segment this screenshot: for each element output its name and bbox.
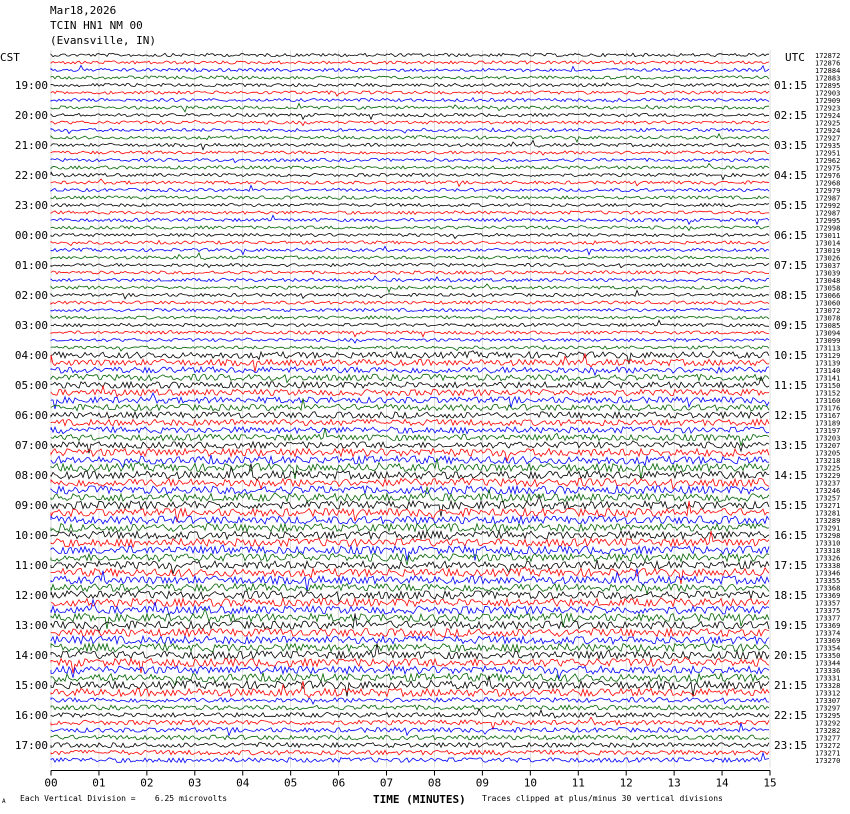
utc-hour-label: 04:15 (774, 169, 808, 182)
trace-value-label: 173094 (815, 329, 841, 338)
cst-hour-label: 09:00 (14, 499, 48, 512)
seismic-trace (51, 61, 769, 64)
trace-value-label: 173369 (815, 622, 841, 630)
trace-value-label: 173011 (815, 232, 841, 240)
seismic-trace (51, 316, 769, 319)
seismic-trace (51, 76, 769, 80)
trace-value-label: 173207 (815, 442, 841, 450)
utc-hour-label: 11:15 (774, 379, 808, 392)
x-tick-label: 14 (715, 776, 729, 790)
x-tick-label: 12 (619, 776, 633, 790)
seismic-trace (51, 743, 769, 748)
trace-value-label: 172976 (815, 172, 841, 180)
x-tick-label: 15 (763, 776, 777, 790)
seismic-trace (51, 330, 769, 336)
seismic-trace (51, 698, 769, 704)
seismic-trace (51, 83, 769, 87)
utc-hour-label: 23:15 (774, 739, 808, 752)
trace-value-label: 173129 (815, 352, 841, 360)
seismic-trace (51, 301, 769, 304)
trace-value-label: 173039 (815, 269, 841, 278)
trace-value-label: 172992 (815, 202, 841, 210)
right-trace-values (815, 52, 840, 765)
seismic-trace (51, 750, 769, 755)
seismic-trace (51, 53, 769, 56)
seismic-trace (51, 735, 769, 740)
x-tick-label: 05 (284, 776, 298, 790)
trace-value-label: 173205 (815, 449, 841, 458)
seismic-trace (51, 134, 769, 142)
trace-value-label: 172924 (815, 127, 841, 135)
seismic-trace (51, 636, 769, 644)
trace-value-label: 173218 (815, 457, 841, 465)
trace-value-label: 173282 (815, 727, 841, 735)
seismic-trace (51, 516, 769, 524)
seismic-trace (51, 455, 769, 468)
seismic-trace (51, 479, 769, 489)
seismic-trace (51, 103, 769, 111)
trace-value-label: 173328 (815, 682, 841, 690)
seismic-trace (51, 709, 769, 718)
seismic-trace (51, 271, 769, 274)
seismic-trace (51, 246, 769, 254)
trace-value-label: 173336 (815, 667, 841, 675)
trace-group (51, 53, 769, 763)
trace-value-label: 173019 (815, 247, 841, 255)
trace-value-label: 173152 (815, 389, 841, 398)
corner-mark: A (2, 798, 6, 805)
seismic-trace (51, 377, 769, 388)
x-tick-label: 10 (523, 776, 537, 790)
trace-value-label: 172987 (815, 194, 841, 203)
trace-value-label: 173078 (815, 314, 841, 323)
utc-hour-label: 03:15 (774, 139, 808, 152)
utc-hour-label: 22:15 (774, 709, 808, 722)
seismic-trace (51, 374, 769, 382)
trace-value-label: 173072 (815, 307, 841, 315)
utc-hour-label: 08:15 (774, 289, 808, 302)
trace-value-label: 173229 (815, 472, 841, 480)
utc-hour-label: 10:15 (774, 349, 808, 362)
trace-value-label: 173246 (815, 487, 841, 495)
trace-value-label: 173139 (815, 359, 841, 368)
trace-value-label: 173331 (815, 674, 841, 683)
trace-value-label: 172962 (815, 157, 841, 165)
cst-hour-label: 12:00 (14, 589, 48, 602)
trace-value-label: 173375 (815, 607, 841, 615)
right-hour-labels (774, 79, 807, 752)
seismic-trace (51, 233, 769, 238)
trace-value-label: 173203 (815, 434, 841, 443)
trace-value-label: 173271 (815, 502, 841, 510)
seismic-trace (51, 163, 769, 169)
seismic-trace (51, 338, 769, 343)
cst-hour-label: 08:00 (14, 469, 48, 482)
seismic-trace (51, 386, 769, 397)
trace-value-label: 172909 (815, 97, 841, 105)
seismic-trace (51, 723, 769, 736)
seismic-trace (51, 412, 769, 419)
trace-value-label: 173350 (815, 652, 841, 660)
x-tick-label: 09 (475, 776, 490, 790)
cst-hour-label: 05:00 (14, 379, 48, 392)
trace-value-label: 173338 (815, 562, 841, 570)
seismic-trace (51, 486, 769, 494)
seismic-trace (51, 179, 769, 186)
cst-hour-label: 03:00 (14, 319, 48, 332)
seismic-trace (51, 717, 769, 729)
cst-hour-label: 14:00 (14, 649, 48, 662)
cst-hour-label: 17:00 (14, 739, 48, 752)
trace-value-label: 172895 (815, 82, 841, 90)
utc-hour-label: 05:15 (774, 199, 808, 212)
x-axis-title: TIME (MINUTES) (373, 793, 466, 806)
trace-value-label: 173176 (815, 404, 841, 413)
trace-value-label: 173326 (815, 554, 841, 563)
trace-value-label: 173197 (815, 427, 841, 435)
trace-value-label: 173141 (815, 374, 841, 383)
trace-value-label: 173312 (815, 689, 841, 698)
seismic-trace (51, 276, 769, 282)
utc-hour-label: 02:15 (774, 109, 808, 122)
utc-hour-label: 14:15 (774, 469, 808, 482)
trace-value-label: 173346 (815, 569, 841, 578)
seismic-trace (51, 91, 769, 96)
trace-value-label: 172925 (815, 119, 841, 128)
trace-value-label: 173344 (815, 659, 841, 668)
trace-value-label: 173318 (815, 547, 841, 555)
trace-value-label: 172968 (815, 179, 841, 188)
seismic-trace (51, 419, 769, 425)
seismic-trace (51, 367, 769, 375)
seismic-trace (51, 644, 769, 653)
trace-value-label: 173355 (815, 577, 841, 585)
trace-value-label: 173374 (815, 629, 841, 638)
station-code: TCIN HN1 NM 00 (50, 19, 143, 32)
cst-hour-label: 22:00 (14, 169, 48, 182)
trace-value-label: 172884 (815, 67, 841, 75)
station-location: (Evansville, IN) (50, 34, 156, 47)
seismic-trace (51, 464, 769, 481)
seismic-trace (51, 253, 769, 260)
seismic-trace (51, 158, 769, 162)
seismic-trace (51, 308, 769, 311)
trace-value-label: 173354 (815, 644, 841, 653)
trace-value-label: 173357 (815, 599, 841, 608)
trace-value-label: 173298 (815, 532, 841, 540)
seismic-trace (51, 185, 769, 191)
trace-value-label: 173237 (815, 479, 841, 488)
utc-hour-label: 12:15 (774, 409, 808, 422)
trace-value-label: 173113 (815, 344, 841, 353)
cst-hour-label: 07:00 (14, 439, 48, 452)
cst-hour-label: 11:00 (14, 559, 48, 572)
trace-value-label: 173291 (815, 524, 841, 533)
trace-value-label: 173150 (815, 382, 841, 390)
seismic-trace (51, 241, 769, 246)
trace-value-label: 173295 (815, 712, 841, 720)
trace-value-label: 172876 (815, 59, 841, 68)
seismic-trace (51, 346, 769, 351)
trace-value-label: 172995 (815, 217, 841, 225)
cst-hour-label: 20:00 (14, 109, 48, 122)
seismic-trace (51, 487, 769, 502)
seismic-trace (51, 600, 769, 615)
cst-hour-label: 16:00 (14, 709, 48, 722)
trace-value-label: 173099 (815, 337, 841, 345)
seismic-trace (51, 203, 769, 206)
seismic-trace (51, 531, 769, 540)
trace-value-label: 173085 (815, 322, 841, 330)
utc-hour-label: 18:15 (774, 589, 808, 602)
seismic-trace (51, 320, 769, 327)
seismic-trace (51, 531, 769, 547)
trace-value-label: 173377 (815, 614, 841, 623)
trace-value-label: 173271 (815, 749, 841, 758)
trace-value-label: 173048 (815, 277, 841, 285)
trace-value-label: 172883 (815, 74, 841, 83)
clip-note: Traces clipped at plus/minus 30 vertical divisions (482, 794, 723, 803)
record-date: Mar18,2026 (50, 4, 117, 17)
trace-value-label: 173281 (815, 509, 841, 518)
seismic-trace (51, 598, 769, 607)
x-axis (44, 771, 776, 790)
seismic-trace (51, 524, 769, 532)
trace-value-label: 172975 (815, 164, 841, 173)
right-axis-label: UTC (785, 51, 805, 64)
x-tick-label: 13 (667, 776, 681, 790)
trace-value-label: 173270 (815, 757, 841, 765)
trace-value-label: 173292 (815, 719, 841, 728)
trace-value-label: 173014 (815, 239, 841, 248)
utc-hour-label: 16:15 (774, 529, 808, 542)
seismic-trace (51, 351, 769, 364)
trace-value-label: 173060 (815, 299, 841, 308)
utc-hour-label: 09:15 (774, 319, 808, 332)
seismic-trace (51, 753, 769, 763)
seismic-trace (51, 560, 769, 574)
seismic-trace (51, 151, 769, 155)
trace-value-label: 173310 (815, 539, 841, 548)
seismic-trace (51, 705, 769, 710)
utc-hour-label: 07:15 (774, 259, 808, 272)
seismic-trace (51, 113, 769, 119)
seismic-trace (51, 128, 769, 133)
seismic-trace (51, 629, 769, 637)
trace-value-label: 172872 (815, 52, 841, 60)
left-hour-labels (15, 79, 48, 752)
utc-hour-label: 15:15 (774, 499, 808, 512)
utc-hour-label: 17:15 (774, 559, 808, 572)
trace-value-label: 172951 (815, 149, 841, 158)
trace-value-label: 172927 (815, 134, 841, 143)
x-tick-label: 11 (571, 776, 585, 790)
seismic-trace (51, 584, 769, 594)
cst-hour-label: 06:00 (14, 409, 48, 422)
cst-hour-label: 02:00 (14, 289, 48, 302)
trace-value-label: 173272 (815, 742, 841, 750)
trace-value-label: 172924 (815, 112, 841, 120)
seismic-trace (51, 98, 769, 103)
trace-value-label: 173368 (815, 584, 841, 593)
trace-value-label: 173257 (815, 494, 841, 503)
trace-value-label: 173297 (815, 704, 841, 713)
trace-value-label: 173369 (815, 592, 841, 600)
utc-hour-label: 06:15 (774, 229, 808, 242)
x-tick-label: 04 (236, 776, 250, 790)
cst-hour-label: 15:00 (14, 679, 48, 692)
trace-value-label: 172903 (815, 89, 841, 98)
trace-value-label: 173167 (815, 412, 841, 420)
trace-value-label: 173160 (815, 397, 841, 405)
left-axis-label: CST (0, 51, 20, 64)
x-tick-label: 08 (427, 776, 442, 790)
trace-value-label: 172923 (815, 104, 841, 113)
trace-value-label: 173140 (815, 367, 841, 375)
seismic-trace (51, 657, 769, 673)
seismic-trace (51, 591, 769, 601)
seismic-trace (51, 427, 769, 434)
trace-value-label: 173369 (815, 637, 841, 645)
seismic-trace (51, 552, 769, 565)
cst-hour-label: 00:00 (14, 229, 48, 242)
seismic-trace (51, 263, 769, 267)
trace-value-label: 173037 (815, 262, 841, 270)
seismic-trace (51, 225, 769, 230)
cst-hour-label: 04:00 (14, 349, 48, 362)
seismic-trace (51, 284, 769, 292)
cst-hour-label: 19:00 (14, 79, 48, 92)
x-tick-label: 06 (331, 776, 346, 790)
scale-note: Each Vertical Division = 6.25 microvolts (20, 794, 228, 803)
x-tick-label: 07 (379, 776, 394, 790)
seismic-trace (51, 215, 769, 224)
trace-value-label: 173289 (815, 517, 841, 525)
x-tick-label: 02 (140, 776, 154, 790)
cst-hour-label: 13:00 (14, 619, 48, 632)
seismic-trace (51, 120, 769, 125)
trace-value-label: 172935 (815, 142, 841, 150)
x-tick-label: 01 (92, 776, 106, 790)
cst-hour-label: 10:00 (14, 529, 48, 542)
trace-value-label: 173225 (815, 464, 841, 473)
utc-hour-label: 19:15 (774, 619, 808, 632)
cst-hour-label: 23:00 (14, 199, 48, 212)
trace-value-label: 172998 (815, 224, 841, 233)
trace-value-label: 172987 (815, 209, 841, 218)
trace-value-label: 173189 (815, 419, 841, 428)
utc-hour-label: 20:15 (774, 649, 808, 662)
seismic-trace (51, 172, 769, 180)
utc-hour-label: 01:15 (774, 79, 808, 92)
cst-hour-label: 01:00 (14, 259, 48, 272)
seismic-trace (51, 196, 769, 199)
cst-hour-label: 21:00 (14, 139, 48, 152)
seismic-trace (51, 211, 769, 214)
utc-hour-label: 13:15 (774, 439, 808, 452)
trace-value-label: 173058 (815, 284, 841, 293)
trace-value-label: 173307 (815, 697, 841, 705)
seismic-trace (51, 290, 769, 298)
x-tick-label: 03 (188, 776, 202, 790)
trace-value-label: 173066 (815, 292, 841, 300)
x-tick-label: 00 (44, 776, 58, 790)
trace-value-label: 172979 (815, 187, 841, 195)
trace-value-label: 173026 (815, 254, 841, 263)
seismic-trace (51, 65, 769, 71)
seismic-trace (51, 141, 769, 150)
utc-hour-label: 21:15 (774, 679, 808, 692)
trace-value-label: 173277 (815, 734, 841, 743)
